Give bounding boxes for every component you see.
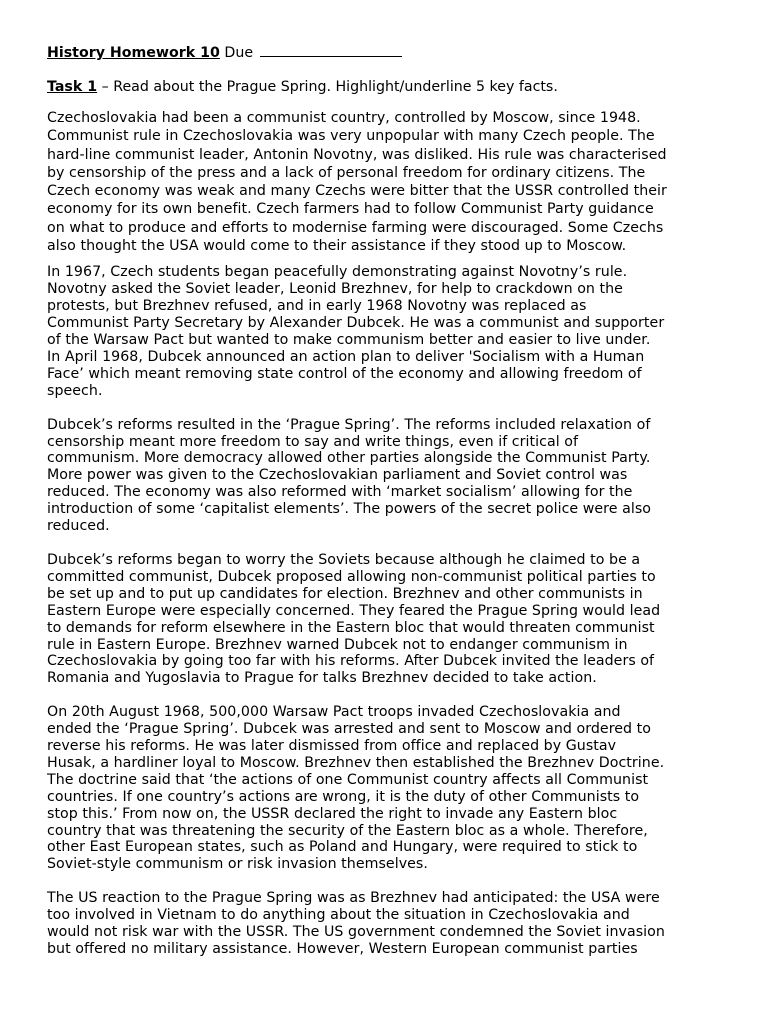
paragraph-line: countries. If one country’s actions are wrong, it is the duty of other Communists to	[47, 788, 640, 805]
paragraph-5	[47, 704, 727, 873]
document-page	[47, 42, 727, 975]
paragraph-line: but offered no military assistance. However, Western European communist parties	[47, 941, 638, 957]
task-instruction: – Read about the Prague Spring. Highlight/underline 5 key facts.	[97, 79, 558, 95]
paragraph-line: Czechoslovakia by going too far with his reforms. After Dubcek invited the leaders of	[47, 653, 655, 670]
paragraph-line: by censorship of the press and a lack of personal freedom for ordinary citizens. The	[47, 164, 646, 181]
paragraph-line: be set up and to put up candidates for election. Brezhnev and other communists in	[47, 585, 643, 602]
paragraph-line: More power was given to the Czechoslovakian parliament and Soviet control was	[47, 467, 628, 484]
paragraph-6	[47, 890, 727, 958]
paragraph-line: economy for its own benefit. Czech farmers had to follow Communist Party guidance	[47, 201, 654, 218]
paragraph-line: stop this.’ From now on, the USSR declared the right to invade any Eastern bloc	[47, 805, 618, 822]
paragraph-line: The US reaction to the Prague Spring was as Brezhnev had anticipated: the USA were	[47, 890, 660, 907]
paragraph-line: Husak, a hardliner loyal to Moscow. Brezhnev then established the Brezhnev Doctrine.	[47, 754, 665, 771]
paragraph-line: of the Warsaw Pact but wanted to make communism better and easier to live under.	[47, 332, 651, 348]
paragraph-line: introduction of some ‘capitalist elements’. The powers of the secret police were also	[47, 501, 652, 518]
paragraph-line: Dubcek’s reforms resulted in the ‘Prague Spring’. The reforms included relaxation of	[47, 416, 651, 433]
paragraph-line: Eastern Europe were especially concerned. They feared the Prague Spring would lead	[47, 602, 661, 619]
paragraph-line: communism. More democracy allowed other parties alongside the Communist Party.	[47, 450, 651, 467]
paragraph-line: hard-line communist leader, Antonin Novotny, was disliked. His rule was characterised	[47, 146, 667, 163]
paragraph-4	[47, 552, 727, 687]
paragraph-1	[47, 109, 727, 255]
paragraph-line: on what to produce and efforts to modernise farming were discouraged. Some Czechs	[47, 219, 664, 236]
task-instruction-line	[47, 77, 727, 97]
paragraph-line: other East European states, such as Poland and Hungary, were required to stick to	[47, 839, 638, 856]
paragraph-line: Face’ which meant removing state control of the economy and allowing freedom of	[47, 365, 642, 382]
homework-title-line	[47, 42, 727, 63]
paragraph-line: to demands for reform elsewhere in the Eastern bloc that would threaten communist	[47, 619, 655, 636]
paragraph-line: reverse his reforms. He was later dismissed from office and replaced by Gustav	[47, 738, 617, 755]
paragraph-line: would not risk war with the USSR. The US government condemned the Soviet invasion	[47, 924, 665, 941]
paragraph-line: On 20th August 1968, 500,000 Warsaw Pact troops invaded Czechoslovakia and	[47, 704, 621, 721]
homework-title: History Homework 10	[47, 45, 220, 61]
paragraph-line: reduced.	[47, 518, 110, 535]
paragraph-line: reduced. The economy was also reformed with ‘market socialism’ allowing for the	[47, 484, 633, 501]
paragraph-line: Dubcek’s reforms began to worry the Soviets because although he claimed to be a	[47, 551, 641, 568]
paragraph-2	[47, 264, 727, 399]
due-date-blank	[260, 42, 402, 57]
paragraph-line: Communist Party Secretary by Alexander Dubcek. He was a communist and supporter	[47, 315, 665, 332]
paragraph-line: Czechoslovakia had been a communist country, controlled by Moscow, since 1948.	[47, 110, 641, 126]
paragraph-line: rule in Eastern Europe. Brezhnev warned Dubcek not to endanger communism in	[47, 636, 628, 653]
due-label: Due	[224, 45, 254, 61]
paragraph-line: The doctrine said that ‘the actions of one Communist country affects all Communist	[47, 771, 649, 788]
body-text	[47, 109, 727, 958]
paragraph-line: Communist rule in Czechoslovakia was very unpopular with many Czech people. The	[47, 128, 655, 145]
paragraph-line: speech.	[47, 382, 103, 399]
task-label: Task 1	[47, 79, 98, 95]
paragraph-line: protests, but Brezhnev refused, and in early 1968 Novotny was replaced as	[47, 298, 587, 315]
paragraph-line: Novotny asked the Soviet leader, Leonid Brezhnev, for help to crackdown on the	[47, 281, 623, 298]
paragraph-line: censorship meant more freedom to say and write things, even if critical of	[47, 433, 579, 450]
paragraph-line: Czech economy was weak and many Czechs were bitter that the USSR controlled their	[47, 183, 667, 200]
paragraph-3	[47, 417, 727, 535]
paragraph-line: ended the ‘Prague Spring’. Dubcek was arrested and sent to Moscow and ordered to	[47, 721, 652, 738]
paragraph-line: Soviet-style communism or risk invasion themselves.	[47, 856, 428, 873]
paragraph-line: committed communist, Dubcek proposed allowing non-communist political parties to	[47, 568, 656, 585]
paragraph-line: country that was threatening the security of the Eastern bloc as a whole. Therefore,	[47, 822, 648, 839]
paragraph-line: too involved in Vietnam to do anything about the situation in Czechoslovakia and	[47, 907, 630, 924]
paragraph-line: also thought the USA would come to their assistance if they stood up to Moscow.	[47, 238, 627, 255]
paragraph-line: Romania and Yugoslavia to Prague for talks Brezhnev decided to take action.	[47, 670, 597, 687]
paragraph-line: In 1967, Czech students began peacefully demonstrating against Novotny’s rule.	[47, 264, 628, 281]
paragraph-line: In April 1968, Dubcek announced an action plan to deliver 'Socialism with a Human	[47, 348, 645, 365]
